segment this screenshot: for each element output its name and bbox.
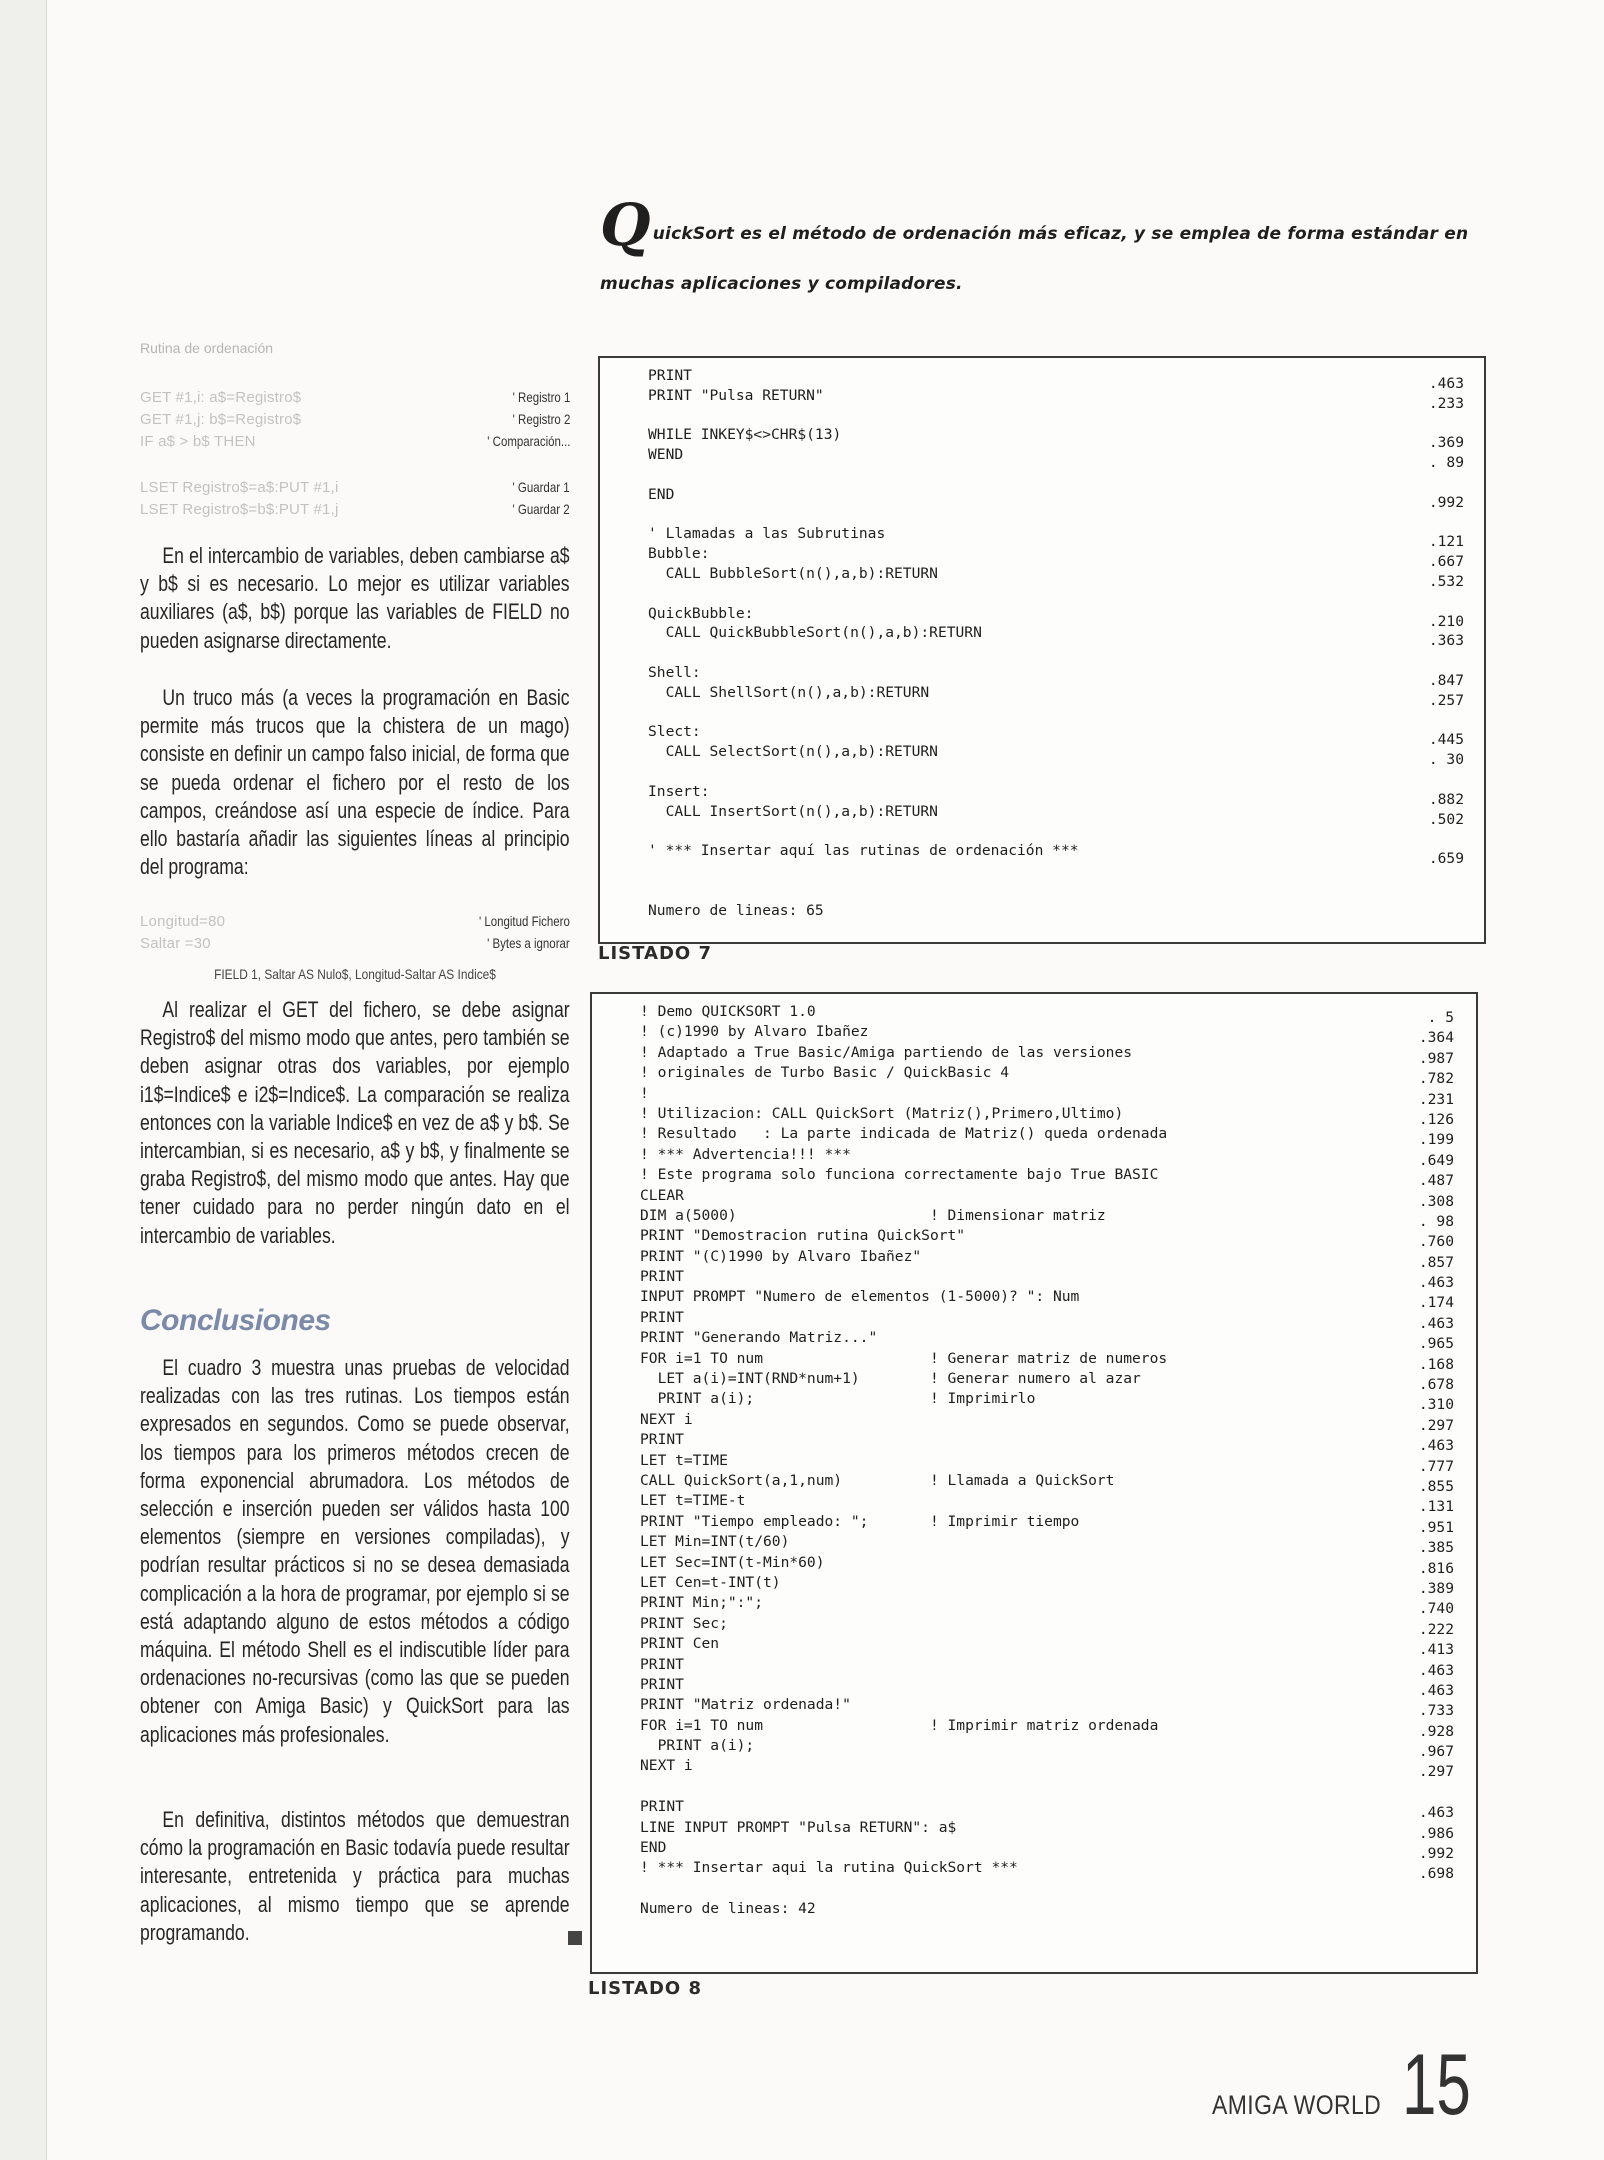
code-line xyxy=(648,643,1079,663)
checksum-value: .487 xyxy=(1418,1172,1454,1190)
checksum-value: .986 xyxy=(1418,1824,1454,1842)
code-line: END xyxy=(640,1839,667,1857)
checksum-value: .126 xyxy=(1418,1110,1454,1128)
code-line: DIM a(5000) ! Dimensionar matriz xyxy=(640,1206,1106,1224)
checksum-value xyxy=(1429,711,1464,731)
paragraph-2-wrap xyxy=(140,684,570,910)
snippet-code: Longitud=80 xyxy=(140,913,226,930)
checksum-value xyxy=(1429,414,1464,434)
checksum-value: .231 xyxy=(1418,1090,1454,1108)
snippet-comment: ' Guardar 1 xyxy=(512,479,570,495)
checksum-value: .463 xyxy=(1418,1661,1454,1679)
paragraph-3-wrap xyxy=(140,996,570,1278)
checksum-value: .928 xyxy=(1418,1722,1454,1740)
checksum-value: .855 xyxy=(1418,1477,1454,1495)
code-line: CALL QuickBubbleSort(n(),a,b):RETURN xyxy=(648,624,982,642)
listing-7-label: LISTADO 7 xyxy=(598,943,712,964)
code-line: LET Min=INT(t/60) xyxy=(640,1533,790,1551)
paragraph-3: Al realizar el GET del fichero, se debe asignar Registro$ del mismo modo que antes, pero también se deben asignar otras dos variables, por ejemplo i1$=Indice$ e i2$=Indice$. La comparación se realiza entonces con la variable Indice$ en vez de a$ y b$. Se intercambian, si es necesario, a$ y b$, y finalmente se graba Registro$, del mismo modo que antes. Hay que tener cuidado para no perder ningún dato en el intercambio de variables. xyxy=(140,997,570,1248)
checksum-value: .233 xyxy=(1428,394,1464,412)
page-gutter xyxy=(0,0,47,2160)
page-number: 15 xyxy=(1402,2037,1471,2133)
checksum-value: .121 xyxy=(1428,533,1464,551)
checksum-value: .210 xyxy=(1428,612,1464,630)
code-line: PRINT Cen xyxy=(640,1635,720,1653)
checksum-value: .659 xyxy=(1428,850,1464,868)
checksum-value: .297 xyxy=(1418,1763,1454,1781)
checksum-value xyxy=(1429,869,1464,889)
checksum-value: .951 xyxy=(1418,1518,1454,1536)
checksum-value: .310 xyxy=(1418,1396,1454,1414)
checksum-value: .131 xyxy=(1418,1498,1454,1516)
snippet-code: LSET Registro$=a$:PUT #1,i xyxy=(140,479,339,496)
code-line: PRINT "Demostracion rutina QuickSort" xyxy=(640,1227,966,1245)
listing-7-box xyxy=(598,356,1486,944)
checksum-value: .174 xyxy=(1418,1294,1454,1312)
snippet-comment: ' Bytes a ignorar xyxy=(487,935,570,951)
code-line xyxy=(648,861,1079,881)
code-line: PRINT Sec; xyxy=(640,1614,728,1632)
code-line: QuickBubble: xyxy=(648,604,754,622)
checksum-value: .389 xyxy=(1418,1579,1454,1597)
checksum-value xyxy=(1429,770,1464,790)
code-line: CALL SelectSort(n(),a,b):RETURN xyxy=(648,743,938,761)
code-line xyxy=(648,821,1079,841)
checksum-value: . 5 xyxy=(1427,1009,1454,1026)
listing-7-checksums xyxy=(1429,374,1464,928)
code-snippet-1 xyxy=(140,386,570,452)
code-line: ' *** Insertar aquí las rutinas de ordenación *** xyxy=(648,842,1079,860)
left-text-column xyxy=(140,340,570,1946)
checksum-value xyxy=(1419,1783,1454,1803)
snippet-line xyxy=(140,408,570,430)
code-line: PRINT "Pulsa RETURN" xyxy=(648,386,824,404)
snippet-line xyxy=(140,430,570,452)
code-line: ! *** Advertencia!!! *** xyxy=(640,1145,851,1163)
checksum-value: .992 xyxy=(1428,493,1464,511)
checksum-value: .463 xyxy=(1418,1274,1454,1292)
code-line: ' Llamadas a las Subrutinas xyxy=(648,525,886,543)
checksum-value: .857 xyxy=(1418,1253,1454,1271)
checksum-value: .987 xyxy=(1418,1049,1454,1067)
checksum-value xyxy=(1429,909,1464,929)
snippet-line xyxy=(140,498,570,520)
checksum-value xyxy=(1419,1905,1454,1925)
checksum-value: .782 xyxy=(1418,1070,1454,1088)
checksum-value: .297 xyxy=(1418,1416,1454,1434)
checksum-value xyxy=(1429,651,1464,671)
code-line: Shell: xyxy=(648,663,701,681)
code-line: PRINT a(i); xyxy=(640,1737,755,1755)
code-line: ! Resultado : La parte indicada de Matriz() queda ordenada xyxy=(640,1125,1168,1143)
code-line: ! Adaptado a True Basic/Amiga partiendo de las versiones xyxy=(640,1043,1133,1061)
code-line: LINE INPUT PROMPT "Pulsa RETURN": a$ xyxy=(640,1818,957,1836)
snippet-code: LSET Registro$=b$:PUT #1,j xyxy=(140,501,339,518)
checksum-value: .463 xyxy=(1428,375,1464,392)
code-line: ! *** Insertar aqui la rutina QuickSort *** xyxy=(640,1859,1018,1877)
code-line: CALL BubbleSort(n(),a,b):RETURN xyxy=(648,564,938,582)
checksum-value: .967 xyxy=(1418,1743,1454,1761)
listing-7-code xyxy=(648,366,1079,920)
code-line: ! (c)1990 by Alvaro Ibañez xyxy=(640,1023,869,1041)
snippet-line xyxy=(140,910,570,932)
code-line xyxy=(648,881,1079,901)
snippet-code: IF a$ > b$ THEN xyxy=(140,433,256,450)
checksum-value: .463 xyxy=(1418,1437,1454,1455)
code-line xyxy=(640,1777,1167,1797)
code-line: PRINT "Generando Matriz..." xyxy=(640,1329,878,1347)
checksum-value: .698 xyxy=(1418,1865,1454,1883)
checksum-value: .816 xyxy=(1418,1559,1454,1577)
snippet-line xyxy=(140,386,570,408)
code-line xyxy=(648,703,1079,723)
code-line: LET Sec=INT(t-Min*60) xyxy=(640,1553,825,1571)
snippet-line xyxy=(140,476,570,498)
code-line: PRINT xyxy=(640,1268,684,1286)
checksum-value xyxy=(1429,513,1464,533)
code-line: CALL QuickSort(a,1,num) ! Llamada a QuickSort xyxy=(640,1471,1115,1489)
code-line: NEXT i xyxy=(640,1410,693,1428)
code-line xyxy=(648,465,1079,485)
section-heading-conclusiones: Conclusiones xyxy=(140,1304,331,1337)
checksum-value: .965 xyxy=(1418,1335,1454,1353)
paragraph-1-wrap xyxy=(140,542,570,684)
end-of-article-mark xyxy=(568,1931,582,1945)
code-line: CALL InsertSort(n(),a,b):RETURN xyxy=(648,802,938,820)
field-statement: FIELD 1, Saltar AS Nulo$, Longitud-Saltar AS Indice$ xyxy=(214,966,496,982)
code-line: FOR i=1 TO num ! Generar matriz de numeros xyxy=(640,1349,1168,1367)
code-line xyxy=(648,406,1079,426)
code-line: WEND xyxy=(648,446,684,464)
checksum-value: .369 xyxy=(1428,434,1464,452)
checksum-value: .257 xyxy=(1428,691,1464,709)
code-line: NEXT i xyxy=(640,1757,693,1775)
checksum-value: .385 xyxy=(1418,1539,1454,1557)
code-line: PRINT xyxy=(640,1431,684,1449)
code-line: LET t=TIME-t xyxy=(640,1492,746,1510)
code-line: Bubble: xyxy=(648,545,710,563)
checksum-value xyxy=(1429,889,1464,909)
checksum-value xyxy=(1429,473,1464,493)
code-line: END xyxy=(648,485,675,503)
code-line: Numero de lineas: 42 xyxy=(640,1900,816,1918)
checksum-value: . 30 xyxy=(1428,751,1464,769)
code-line: Slect: xyxy=(648,723,701,741)
pullquote-text: uickSort es el método de ordenación más eficaz, y se emplea de forma estándar en muchas aplicaciones y compiladores. xyxy=(600,224,1469,294)
snippet-code: GET #1,j: b$=Registro$ xyxy=(140,411,302,428)
checksum-value: .847 xyxy=(1428,671,1464,689)
code-line: Numero de lineas: 65 xyxy=(648,901,824,919)
code-line: PRINT xyxy=(640,1308,684,1326)
listing-8-label: LISTADO 8 xyxy=(588,1978,702,1999)
snippet-comment: ' Guardar 2 xyxy=(512,501,570,517)
code-line: PRINT xyxy=(648,367,692,384)
listing-8-checksums xyxy=(1419,1008,1454,1926)
code-line: LET t=TIME xyxy=(640,1451,728,1469)
checksum-value: .740 xyxy=(1418,1600,1454,1618)
code-line: ! Este programa solo funciona correctamente bajo True BASIC xyxy=(640,1166,1159,1184)
code-line: PRINT a(i); ! Imprimirlo xyxy=(640,1390,1036,1408)
snippet-line xyxy=(140,932,570,954)
checksum-value: .463 xyxy=(1418,1681,1454,1699)
snippet-comment: ' Comparación... xyxy=(486,433,570,449)
snippet-comment: ' Registro 1 xyxy=(512,389,570,405)
paragraph-1: En el intercambio de variables, deben cambiarse a$ y b$ si es necesario. Lo mejor es utilizar variables auxiliares (a$, b$) porque las variables de FIELD no pueden asignarse directamente. xyxy=(140,543,570,653)
magazine-name: AMIGA WORLD xyxy=(1212,2090,1382,2120)
code-snippet-3 xyxy=(140,910,570,954)
checksum-value: .760 xyxy=(1418,1233,1454,1251)
checksum-value: .168 xyxy=(1418,1355,1454,1373)
code-line: ! originales de Turbo Basic / QuickBasic 4 xyxy=(640,1064,1010,1082)
code-line xyxy=(648,505,1079,525)
checksum-value: . 98 xyxy=(1418,1212,1454,1230)
code-line: PRINT Min;":"; xyxy=(640,1594,764,1612)
listing-8-box xyxy=(590,992,1478,1974)
checksum-value: .502 xyxy=(1428,810,1464,828)
code-line xyxy=(640,1879,1167,1899)
snippet-comment: ' Longitud Fichero xyxy=(479,913,570,929)
checksum-value xyxy=(1419,1885,1454,1905)
code-line xyxy=(648,762,1079,782)
checksum-value: .363 xyxy=(1428,632,1464,650)
checksum-value: .413 xyxy=(1418,1641,1454,1659)
checksum-value: .222 xyxy=(1418,1620,1454,1638)
code-line: CALL ShellSort(n(),a,b):RETURN xyxy=(648,683,930,701)
checksum-value: .992 xyxy=(1418,1845,1454,1863)
checksum-value: .463 xyxy=(1418,1314,1454,1332)
checksum-value: . 89 xyxy=(1428,454,1464,472)
checksum-value: .678 xyxy=(1418,1376,1454,1394)
listing-8-code xyxy=(640,1002,1167,1920)
code-line: CLEAR xyxy=(640,1186,684,1204)
code-line: ! Demo QUICKSORT 1.0 xyxy=(640,1003,816,1020)
code-line: PRINT "Matriz ordenada!" xyxy=(640,1696,851,1714)
code-line: PRINT "Tiempo empleado: "; ! Imprimir tiempo xyxy=(640,1512,1080,1530)
code-line: ! xyxy=(640,1084,649,1102)
code-line: PRINT "(C)1990 by Alvaro Ibañez" xyxy=(640,1247,922,1265)
article-pullquote xyxy=(600,191,1490,309)
paragraph-5-wrap xyxy=(140,1806,570,1946)
paragraph-4: El cuadro 3 muestra unas pruebas de velocidad realizadas con las tres rutinas. Los tiempos están expresados en segundos. Como se puede observar, los tiempos para los primeros métodos crecen de forma exponencial abrumadora. Los métodos de selección e inserción pueden ser válidos hasta 100 elementos (siempre en versiones compiladas), y podrían resultar prácticos si no se desea demasiada complicación a la hora de programar, por ejemplo si se está adaptando alguno de estos métodos a código máquina. El método Shell es el indiscutible líder para ordenaciones no-recursivas (como las que se pueden obtener con Amiga Basic) y QuickSort para las aplicaciones más profesionales. xyxy=(140,1355,570,1747)
code-caption: Rutina de ordenación xyxy=(140,340,274,356)
checksum-value: .667 xyxy=(1428,553,1464,571)
checksum-value: .649 xyxy=(1418,1151,1454,1169)
checksum-value: .733 xyxy=(1418,1702,1454,1720)
paragraph-2: Un truco más (a veces la programación en Basic permite más trucos que la chistera de un mago) consiste en definir un campo falso inicial, de forma que se pueda ordenar el fichero por el resto de los campos, creándose así una especie de índice. Para ello bastaría añadir las siguientes líneas al principio del programa: xyxy=(140,685,570,880)
pullquote-dropcap: Q xyxy=(600,191,651,259)
checksum-value: .199 xyxy=(1418,1131,1454,1149)
snippet-code: GET #1,i: a$=Registro$ xyxy=(140,389,302,406)
code-line: ! Utilizacion: CALL QuickSort (Matriz(),Primero,Ultimo) xyxy=(640,1104,1124,1122)
snippet-comment: ' Registro 2 xyxy=(512,411,570,427)
checksum-value: .364 xyxy=(1418,1029,1454,1047)
code-line: FOR i=1 TO num ! Imprimir matriz ordenada xyxy=(640,1716,1159,1734)
checksum-value xyxy=(1429,829,1464,849)
checksum-value: .882 xyxy=(1428,790,1464,808)
code-line: WHILE INKEY$<>CHR$(13) xyxy=(648,426,842,444)
code-line: PRINT xyxy=(640,1675,684,1693)
code-line: Insert: xyxy=(648,782,710,800)
snippet-code: Saltar =30 xyxy=(140,935,211,952)
paragraph-4-wrap xyxy=(140,1354,570,1806)
code-line: LET a(i)=INT(RND*num+1) ! Generar numero al azar xyxy=(640,1370,1141,1388)
code-line: PRINT xyxy=(640,1798,684,1816)
code-line: INPUT PROMPT "Numero de elementos (1-5000)? ": Num xyxy=(640,1288,1080,1306)
checksum-value: .777 xyxy=(1418,1457,1454,1475)
checksum-value: .445 xyxy=(1428,731,1464,749)
code-line: PRINT xyxy=(640,1655,684,1673)
checksum-value: .532 xyxy=(1428,572,1464,590)
checksum-value xyxy=(1429,592,1464,612)
paragraph-5: En definitiva, distintos métodos que demuestran cómo la programación en Basic todavía puede resultar interesante, entretenida y práctica para muchas aplicaciones, al mismo tiempo que se aprende programando. xyxy=(140,1807,570,1945)
code-snippet-2 xyxy=(140,476,570,520)
code-line: LET Cen=t-INT(t) xyxy=(640,1573,781,1591)
code-line xyxy=(648,584,1079,604)
checksum-value: .308 xyxy=(1418,1192,1454,1210)
checksum-value: .463 xyxy=(1418,1804,1454,1822)
